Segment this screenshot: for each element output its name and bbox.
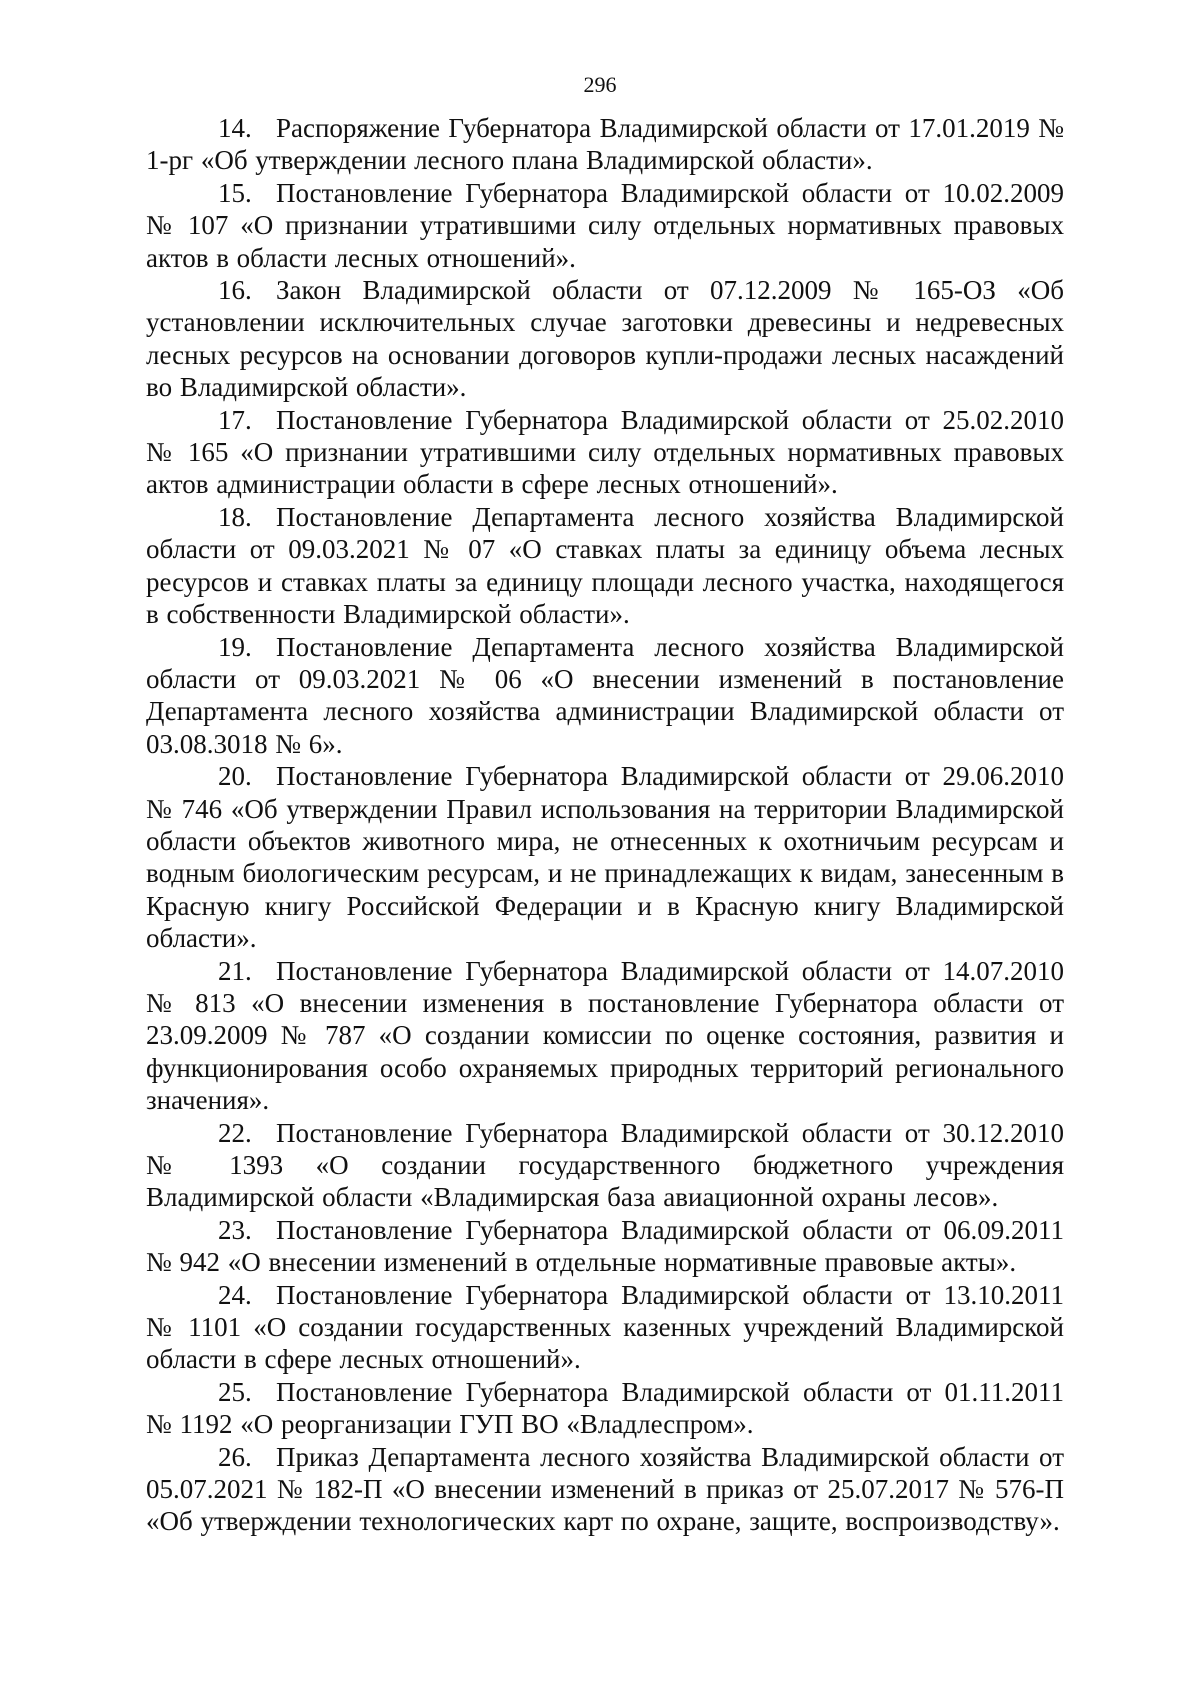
list-item [146, 1279, 1064, 1376]
item-number: 24. [218, 1279, 252, 1310]
item-number: 23. [218, 1214, 252, 1245]
item-text: Постановление Губернатора Владимирской области от 30.12.2010 № 1393 «О создании государственного бюджетного учреждения Владимирской области «Владимирская база авиационной охраны лесов». [146, 1117, 1064, 1213]
list-item [146, 1441, 1064, 1538]
item-text: Закон Владимирской области от 07.12.2009 № 165-ОЗ «Об установлении исключительных случае заготовки древесины и недревесных лесных ресурсов на основании договоров купли-продажи лесных насаждений во Владимирской области». [146, 275, 1064, 403]
list-item [146, 404, 1064, 501]
item-number: 16. [218, 275, 252, 306]
item-text: Распоряжение Губернатора Владимирской области от 17.01.2019 № 1-рг «Об утверждении лесного плана Владимирской области». [146, 113, 1064, 176]
item-text: Постановление Департамента лесного хозяйства Владимирской области от 09.03.2021 № 06 «О внесении изменений в постановление Департамента лесного хозяйства администрации Владимирской области от 03.08.3018 № 6». [146, 631, 1064, 759]
item-text: Приказ Департамента лесного хозяйства Владимирской области от 05.07.2021 № 182-П «О внесении изменений в приказ от 25.07.2017 № 576-П «Об утверждении технологических карт по охране, защите, воспроизводству». [146, 1441, 1064, 1537]
list-item [146, 1376, 1064, 1441]
item-text: Постановление Губернатора Владимирской области от 13.10.2011 № 1101 «О создании государственных казенных учреждений Владимирской области в сфере лесных отношений». [146, 1279, 1064, 1375]
item-text: Постановление Департамента лесного хозяйства Владимирской области от 09.03.2021 № 07 «О ставках платы за единицу объема лесных ресурсов и ставках платы за единицу площади лесного участка, находящегося в собственности Владимирской области». [146, 501, 1064, 630]
item-text: Постановление Губернатора Владимирской области от 01.11.2011 № 1192 «О реорганизации ГУП ВО «Владлеспром». [146, 1376, 1064, 1440]
list-item [146, 112, 1064, 177]
list-item [146, 1214, 1064, 1279]
list-item [146, 631, 1064, 761]
item-number: 17. [218, 404, 252, 435]
item-number: 26. [218, 1441, 252, 1472]
list-item [146, 177, 1064, 274]
list-item [146, 1117, 1064, 1214]
document-list [146, 112, 1064, 1538]
list-item [146, 501, 1064, 631]
page-number: 296 [583, 72, 617, 97]
item-number: 19. [218, 631, 252, 662]
list-item [146, 274, 1064, 404]
item-number: 20. [218, 761, 252, 792]
item-number: 18. [218, 501, 252, 532]
item-number: 15. [218, 177, 252, 208]
item-text: Постановление Губернатора Владимирской области от 06.09.2011 № 942 «О внесении изменений в отдельные нормативные правовые акты». [146, 1214, 1064, 1278]
item-number: 21. [218, 955, 252, 986]
item-text: Постановление Губернатора Владимирской области от 10.02.2009 № 107 «О признании утратившими силу отдельных нормативных правовых актов в области лесных отношений». [146, 177, 1064, 273]
item-text: Постановление Губернатора Владимирской области от 29.06.2010 № 746 «Об утверждении Правил использования на территории Владимирской области объектов животного мира, не отнесенных к охотничьим ресурсам и водным биологическим ресурсам, и не принадлежащих к видам, занесенным в Красную книгу Российской Федерации и в Красную книгу Владимирской области». [146, 761, 1064, 954]
item-text: Постановление Губернатора Владимирской области от 14.07.2010 № 813 «О внесении изменения в постановление Губернатора области от 23.09.2009 № 787 «О создании комиссии по оценке состояния, развития и функционирования особо охраняемых природных территорий регионального значения». [146, 955, 1064, 1116]
item-number: 14. [218, 113, 252, 143]
item-text: Постановление Губернатора Владимирской области от 25.02.2010 № 165 «О признании утратившими силу отдельных нормативных правовых актов администрации области в сфере лесных отношений». [146, 404, 1064, 500]
list-item [146, 760, 1064, 954]
item-number: 22. [218, 1117, 252, 1148]
list-item [146, 955, 1064, 1117]
item-number: 25. [218, 1376, 252, 1407]
